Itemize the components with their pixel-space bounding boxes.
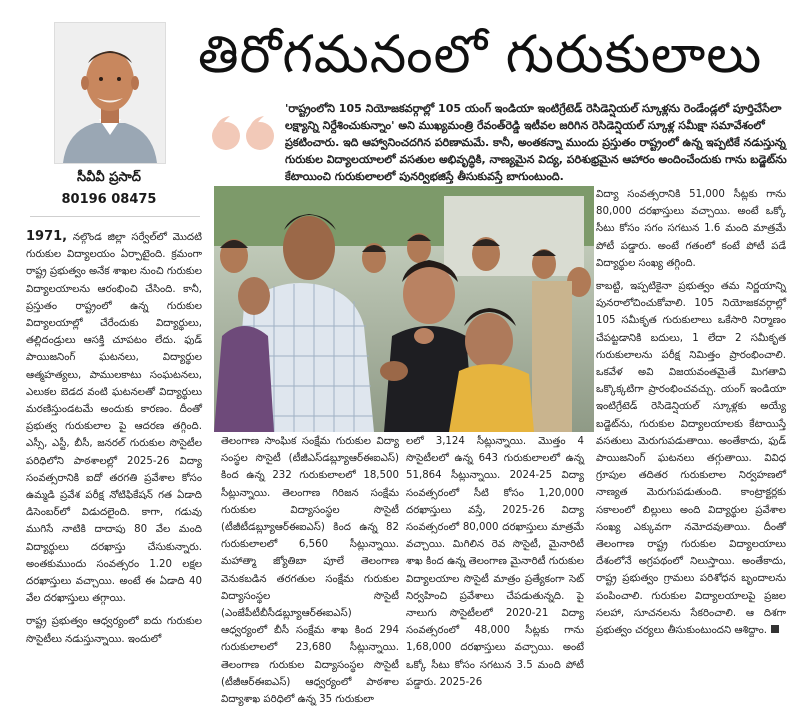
quote-mark-icon	[210, 112, 280, 152]
author-name: సీవీవీ ప్రసాద్	[77, 170, 141, 185]
article-headline: తిరోగమనంలో గురుకులాలు	[198, 25, 763, 85]
end-of-article-icon	[771, 625, 779, 633]
news-photo	[214, 186, 594, 432]
column-1-text-1: నల్గొండ జిల్లా సర్వేల్‌లో మొదటి గురుకుల విద్యాలయం ఏర్పాటైంది. క్రమంగా రాష్ట్ర ప్రభుత్వం అనేక శాఖల నుంచి గురుకుల విద్యాలయాలను ఆరంభించి చేసింది. కానీ, ప్రస్తుతం రాష్ట్రంలో ఉన్న గురుకుల విద్యాలయాల్లో చేరేందుకు విద్యార్థులు, తల్లిదండ్రులు ఆసక్తి చూపటం లేదు. ఫుడ్ పాయిజనింగ్ ఘటనలు, విద్యార్థుల ఆత్మహత్యలు, పాములకాటు సంఘటనలు, ఎలుకల బెడద వంటి ఘటనలతో విద్యార్థులు మరణిస్తుండటమే అందుకు కారణం. దీంతో ప్రభుత్వ గురుకులాల పై ఆదరణ తగ్గింది. ఎస్సీ, ఎస్టీ, బీసీ, జనరల్ గురుకుల సొసైటీల పరిధిలోని పాఠశాలల్లో 2025-26 విద్యా సంవత్సరానికి ఐదో తరగతి ప్రవేశాల కోసం ఉమ్మడి ప్రవేశ పరీక్ష నోటిఫికేషన్ గత ఏడాది డిసెంబర్‌లో విడుదలైంది. కాగా, గడువు ముగిసే నాటికి దాదాపు 80 వేల మంది విద్యార్థులు దరఖాస్తు చేసుకున్నారు. అంతకుముందు సంవత్సరం 1.20 లక్షల దరఖాస్తులు వచ్చాయి. అంటే ఈ ఏడాది 40 వేల దరఖాస్తులు తగ్గాయి.	[26, 232, 202, 605]
lead-quote: 'రాష్ట్రంలోని 105 నియోజకవర్గాల్లో 105 యంగ్ ఇండియా ఇంటిగ్రేటెడ్ రెసిడెన్షియల్ స్కూళ్లను రెండేండ్లలో పూర్తిచేసేలా లక్ష్యాన్ని నిర్దేశించుకున్నాం' అని ముఖ్యమంత్రి రేవంత్‌రెడ్డి ఇటీవల జరిగిన రెసిడెన్షియల్ స్కూళ్ల సమీక్షా సమావేశంలో ప్రకటించారు. ఇది ఆహ్వానించదగిన పరిణామమే. కానీ, అంతకన్నా ముందు ప్రస్తుతం రాష్ట్రంలో ఉన్న ఇప్పటికే నడుస్తున్న గురుకుల విద్యాలయాలలో వసతుల అభివృద్ధికి, నాణ్యమైన విద్య, పరిశుభ్రమైన ఆహారం అందించేందుకు గాను బడ్జెట్‌ను కేటాయించి గురుకులాలలో పునర్విభజిస్తే తీసుకువస్తే బాగుంటుంది.	[285, 102, 787, 183]
column-1-paragraph-2	[26, 613, 202, 647]
author-divider	[30, 216, 200, 217]
article-column-2: తెలంగాణ సాంఘిక సంక్షేమ గురుకుల విద్యా సంస్థల సొసైటీ (టీజీఎస్‌డబ్ల్యూఆర్‌ఈఐఎస్) కింద ఉన్న 232 గురుకులాలలో 18,500 సీట్లున్నాయి. తెలంగాణ గిరిజన సంక్షేమ గురుకుల విద్యాసంస్థల సొసైటీ (టీజీటీడబ్ల్యూఆర్‌ఈఐఎస్) కింద ఉన్న 82 గురుకులాలలో 6,560 సీట్లున్నాయి. మహాత్మా జ్యోతిబా పూలే తెలంగాణ వెనుకబడిన తరగతుల సంక్షేమ గురుకుల విద్యాసంస్థల సొసైటీ (ఎంజేపీటీబీసీడబ్ల్యూఆర్‌ఈఐఎస్) ఆధ్వర్యంలో బీసీ సంక్షేమ శాఖ కింద 294 గురుకులాలలో 23,680 సీట్లున్నాయి. తెలంగాణ గురుకుల విద్యాసంస్థల సొసైటీ (టీజీఆర్‌ఈఐఎస్) ఆధ్వర్యంలో పాఠశాల విద్యాశాఖ పరిధిలో ఉన్న 35 గురుకులా	[221, 436, 399, 706]
drop-lead-year: 1971,	[26, 229, 68, 244]
crowd-photo-image	[214, 186, 594, 432]
author-portrait-image	[55, 23, 165, 163]
column-1-paragraph-1	[26, 228, 202, 607]
article-column-4	[596, 186, 786, 637]
author-phone: 80196 08475	[61, 192, 157, 207]
column-4-paragraph-2	[596, 278, 786, 639]
column-4-paragraph-1: విద్యా సంవత్సరానికి 51,000 సీట్లకు గాను 80,000 దరఖాస్తులు వచ్చాయి. అంటే ఒక్కో సీటు కోసం సగం సగటున 1.6 మంది మాత్రమే పోటీ పడ్డారు. అంటే గతంలో కంటే పోటీ పడే విద్యార్థుల సంఖ్య తగ్గింది.	[596, 189, 786, 269]
author-photo	[54, 22, 166, 164]
column-4-text-2: కాబట్టి, ఇప్పటికైనా ప్రభుత్వం తమ నిర్ణయాన్ని పునరాలోచించుకోవాలి. 105 నియోజకవర్గాల్లో 105 సమీకృత గురుకులాలు ఒకేసారి నిర్మాణం చేపట్టడానికి బదులు, 1 లేదా 2 సమీకృత గురుకులాలను పరీక్ష నిమిత్తం ప్రారంభించాలి. ఒకవేళ అవి విజయవంతమైతే మిగతావి ఒక్కొక్కటిగా ప్రారంభించవచ్చు. యంగ్ ఇండియా ఇంటిగ్రేటెడ్ రెసిడెన్షియల్ స్కూళ్లకు అయ్యే బడ్జెట్‌ను, గురుకుల విద్యాలయాలకు కేటాయిస్తే వసతులు మెరుగుపడుతాయి. అంతేకాదు, ఫుడ్ పాయిజనింగ్ ఘటనలు తగ్గుతాయి. వివిధ గ్రూపుల తదితర గురుకులాల నిర్వహణలో నాణ్యత మెరుగుపడుతుంది. కాంట్రాక్టర్లకు సకాలంలో బిల్లులు అంది విద్యార్థుల ప్రవేశాల సంఖ్య ఎక్కువగా నమోదవుతాయి. దీంతో తెలంగాణ రాష్ట్ర గురుకుల విద్యాలయాలు దేశంలోనే అగ్రపథంలో నిలుస్తాయి. అంతేకాదు, రాష్ట్ర ప్రభుత్వం గ్రామలు పరిశోధన బృందాలను పంపించాలి. గురుకుల విద్యాలయాలపై ప్రజల సలహా, సూచనలను సేకరించాలి. ఆ దిశగా ప్రభుత్వం చర్యలు తీసుకుంటుందని ఆశిద్దాం.	[596, 281, 786, 637]
column-1-text-2: రాష్ట్ర ప్రభుత్వం ఆధ్వర్యంలో ఐదు గురుకుల సొసైటీలు నడుస్తున్నాయి. ఇందులో	[26, 616, 202, 645]
article-column-1	[26, 228, 202, 645]
article-column-3: లలో 3,124 సీట్లున్నాయి. మొత్తం 4 సొసైటీలలో ఉన్న 643 గురుకులాలలో ఉన్న 51,864 సీట్లున్నాయి. 2024-25 విద్యా సంవత్సరంలో సీటి కోసం 1,20,000 దరఖాస్తులు వస్తే, 2025-26 విద్యా సంవత్సరంలో 80,000 దరఖాస్తులు మాత్రమే వచ్చాయి. మిగిలిన రెవ సొసైటీ, మైనారిటీ శాఖ కింద ఉన్న తెలంగాణ మైనారిటీ గురుకుల విద్యాలయాల సొసైటీ మాత్రం ప్రత్యేకంగా సెట్ నిర్వహించి ప్రవేశాలు చేపడుతున్నది. పై నాలుగు సొసైటీలలో 2020-21 విద్యా సంవత్సరంలో 48,000 సీట్లకు గాను 1,68,000 దరఖాస్తులు వచ్చాయి. అంటే ఒక్కో సీటు కోసం సగటున 3.5 మంది పోటీ పడ్డారు. 2025-26	[406, 436, 584, 688]
